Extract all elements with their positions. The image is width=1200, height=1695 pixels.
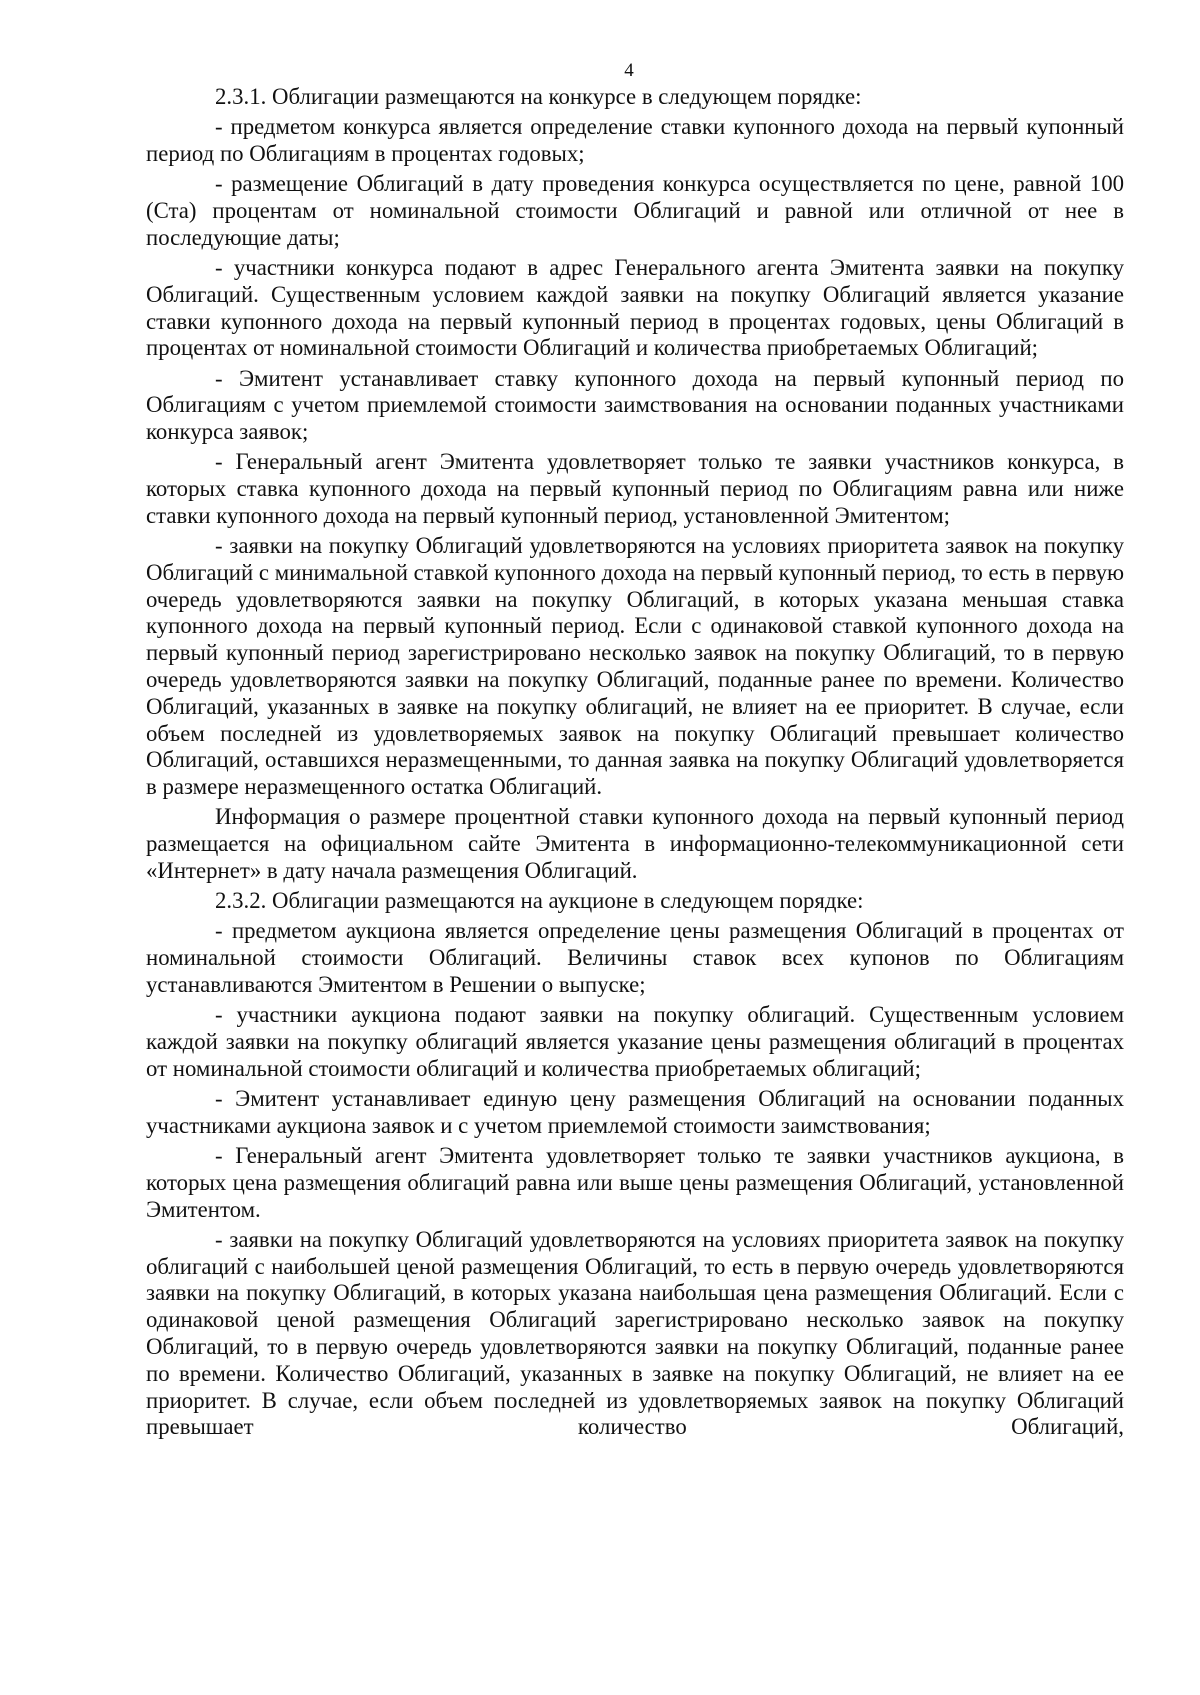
paragraph-auction-priority: - заявки на покупку Облигаций удовлетворяются на условиях приоритета заявок на покупку облигаций с наибольшей ценой размещения Облигаций, то есть в первую очередь удовлетворяются заявки на покупку Облигаций, в которых указана наибольшая цена размещения Облигаций. Если с одинаковой ценой размещения Облигаций зарегистрировано несколько заявок на покупку Облигаций, то в первую очередь удовлетворяются заявки на покупку Облигаций, поданные ранее по времени. Количество Облигаций, указанных в заявке на покупку Облигаций, не влияет на ее приоритет. В случае, если объем последней из удовлетворяемых заявок на покупку Облигаций превышает количество Облигаций, bbox=[146, 1226, 1124, 1440]
paragraph-issuer-sets-price: - Эмитент устанавливает единую цену размещения Облигаций на основании поданных участниками аукциона заявок и с учетом приемлемой стоимости заимствования; bbox=[146, 1085, 1124, 1138]
paragraph-issuer-sets-rate: - Эмитент устанавливает ставку купонного дохода на первый купонный период по Облигациям с учетом приемлемой стоимости заимствования на основании поданных участниками конкурса заявок; bbox=[146, 365, 1124, 445]
document-body bbox=[146, 84, 1124, 1445]
paragraph-contest-subject: - предметом конкурса является определение ставки купонного дохода на первый купонный период по Облигациям в процентах годовых; bbox=[146, 114, 1124, 166]
section-2-3-1-heading: 2.3.1. Облигации размещаются на конкурсе в следующем порядке: bbox=[215, 84, 862, 109]
paragraph-agent-satisfies-auction: - Генеральный агент Эмитента удовлетворяет только те заявки участников аукциона, в которых цена размещения облигаций равна или выше цены размещения Облигаций, установленной Эмитентом. bbox=[146, 1142, 1124, 1222]
paragraph-rate-information: Информация о размере процентной ставки купонного дохода на первый купонный период размещается на официальном сайте Эмитента в информационно-телекоммуникационной сети «Интернет» в дату начала размещения Облигаций. bbox=[146, 804, 1124, 884]
paragraph-auction-subject: - предметом аукциона является определение цены размещения Облигаций в процентах от номинальной стоимости Облигаций. Величины ставок всех купонов по Облигациям устанавливаются Эмитентом в Решении о выпуске; bbox=[146, 918, 1124, 998]
paragraph-agent-satisfies-contest: - Генеральный агент Эмитента удовлетворяет только те заявки участников конкурса, в которых ставка купонного дохода на первый купонный период по Облигациям равна или ниже ставки купонного дохода на первый купонный период, установленной Эмитентом; bbox=[146, 449, 1124, 528]
paragraph-contest-priority: - заявки на покупку Облигаций удовлетворяются на условиях приоритета заявок на покупку Облигаций с минимальной ставкой купонного дохода на первый купонный период, то есть в первую очередь удовлетворяются заявки на покупку Облигаций, в которых указана меньшая ставка купонного дохода на первый купонный период. Если с одинаковой ставкой купонного дохода на первый купонный период зарегистрировано несколько заявок на покупку Облигаций, то в первую очередь удовлетворяются заявки на покупку Облигаций, поданные ранее по времени. Количество Облигаций, указанных в заявке на покупку облигаций, не влияет на ее приоритет. В случае, если объем последней из удовлетворяемых заявок на покупку Облигаций превышает количество Облигаций, оставшихся неразмещенными, то данная заявка на покупку Облигаций удовлетворяется в размере неразмещенного остатка Облигаций. bbox=[146, 533, 1124, 800]
paragraph-contest-bids: - участники конкурса подают в адрес Генерального агента Эмитента заявки на покупку Облигаций. Существенным условием каждой заявки на покупку Облигаций является указание ставки купонного дохода на первый купонный период в процентах годовых, цены Облигаций в процентах от номинальной стоимости Облигаций и количества приобретаемых Облигаций; bbox=[146, 254, 1124, 361]
paragraph-contest-price: - размещение Облигаций в дату проведения конкурса осуществляется по цене, равной 100 (Ста) процентам от номинальной стоимости Облигаций и равной или отличной от нее в последующие даты; bbox=[146, 171, 1124, 250]
page-number: 4 bbox=[624, 60, 634, 81]
section-2-3-2-heading: 2.3.2. Облигации размещаются на аукционе в следующем порядке: bbox=[215, 888, 864, 914]
paragraph-auction-bids: - участники аукциона подают заявки на покупку облигаций. Существенным условием каждой заявки на покупку облигаций является указание цены размещения облигаций в процентах от номинальной стоимости облигаций и количества приобретаемых облигаций; bbox=[146, 1002, 1124, 1081]
